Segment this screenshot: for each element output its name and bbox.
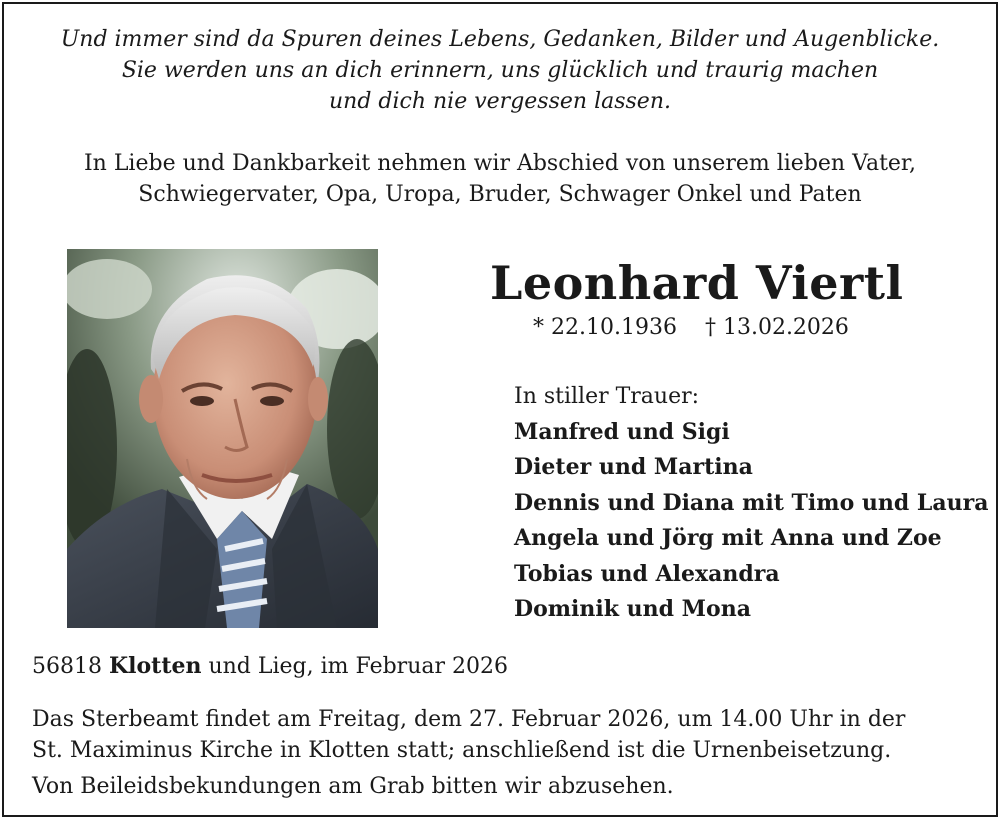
mourner-entry: Dennis und Diana mit Timo und Laura [514,489,989,516]
death-date: † 13.02.2026 [704,315,849,340]
intro-text [0,148,1000,210]
poem-line: und dich nie vergessen lassen. [329,89,671,114]
place-rest: und Lieg, im Februar 2026 [208,654,508,679]
funeral-info [32,704,905,766]
mourner-entry: Dominik und Mona [514,596,751,622]
portrait-photo [67,249,378,628]
mourners-heading: In stiller Trauer: [514,384,700,409]
mourner-entry: Tobias und Alexandra [514,560,780,587]
mourners-list [514,379,989,628]
place-date-line [32,651,508,682]
poem-line: Und immer sind da Spuren deines Lebens, Gedanken, Bilder und Augenblicke. [60,27,940,52]
funeral-line: St. Maximinus Kirche in Klotten statt; anschließend ist die Urnenbeisetzung. [32,738,892,763]
birth-date: * 22.10.1936 [533,315,677,340]
poem-line: Sie werden uns an dich erinnern, uns glücklich und traurig machen [121,58,879,83]
funeral-line: Das Sterbeamt findet am Freitag, dem 27. Februar 2026, um 14.00 Uhr in der [32,707,906,732]
poem [0,24,1000,117]
mourner-entry: Manfred und Sigi [514,418,730,445]
mourner-entry: Dieter und Martina [514,454,753,480]
postal-code: 56818 [32,654,102,679]
condolence-note: Von Beileidsbekundungen am Grab bitten wir abzusehen. [32,774,674,799]
town-name: Klotten [109,653,202,679]
mourner-entry: Angela und Jörg mit Anna und Zoe [514,525,942,551]
life-dates [533,313,849,343]
deceased-name: Leonhard Viertl [490,256,904,310]
intro-line: Schwiegervater, Opa, Uropa, Bruder, Schwager Onkel und Paten [138,182,862,207]
intro-line: In Liebe und Dankbarkeit nehmen wir Abschied von unserem lieben Vater, [83,151,917,176]
